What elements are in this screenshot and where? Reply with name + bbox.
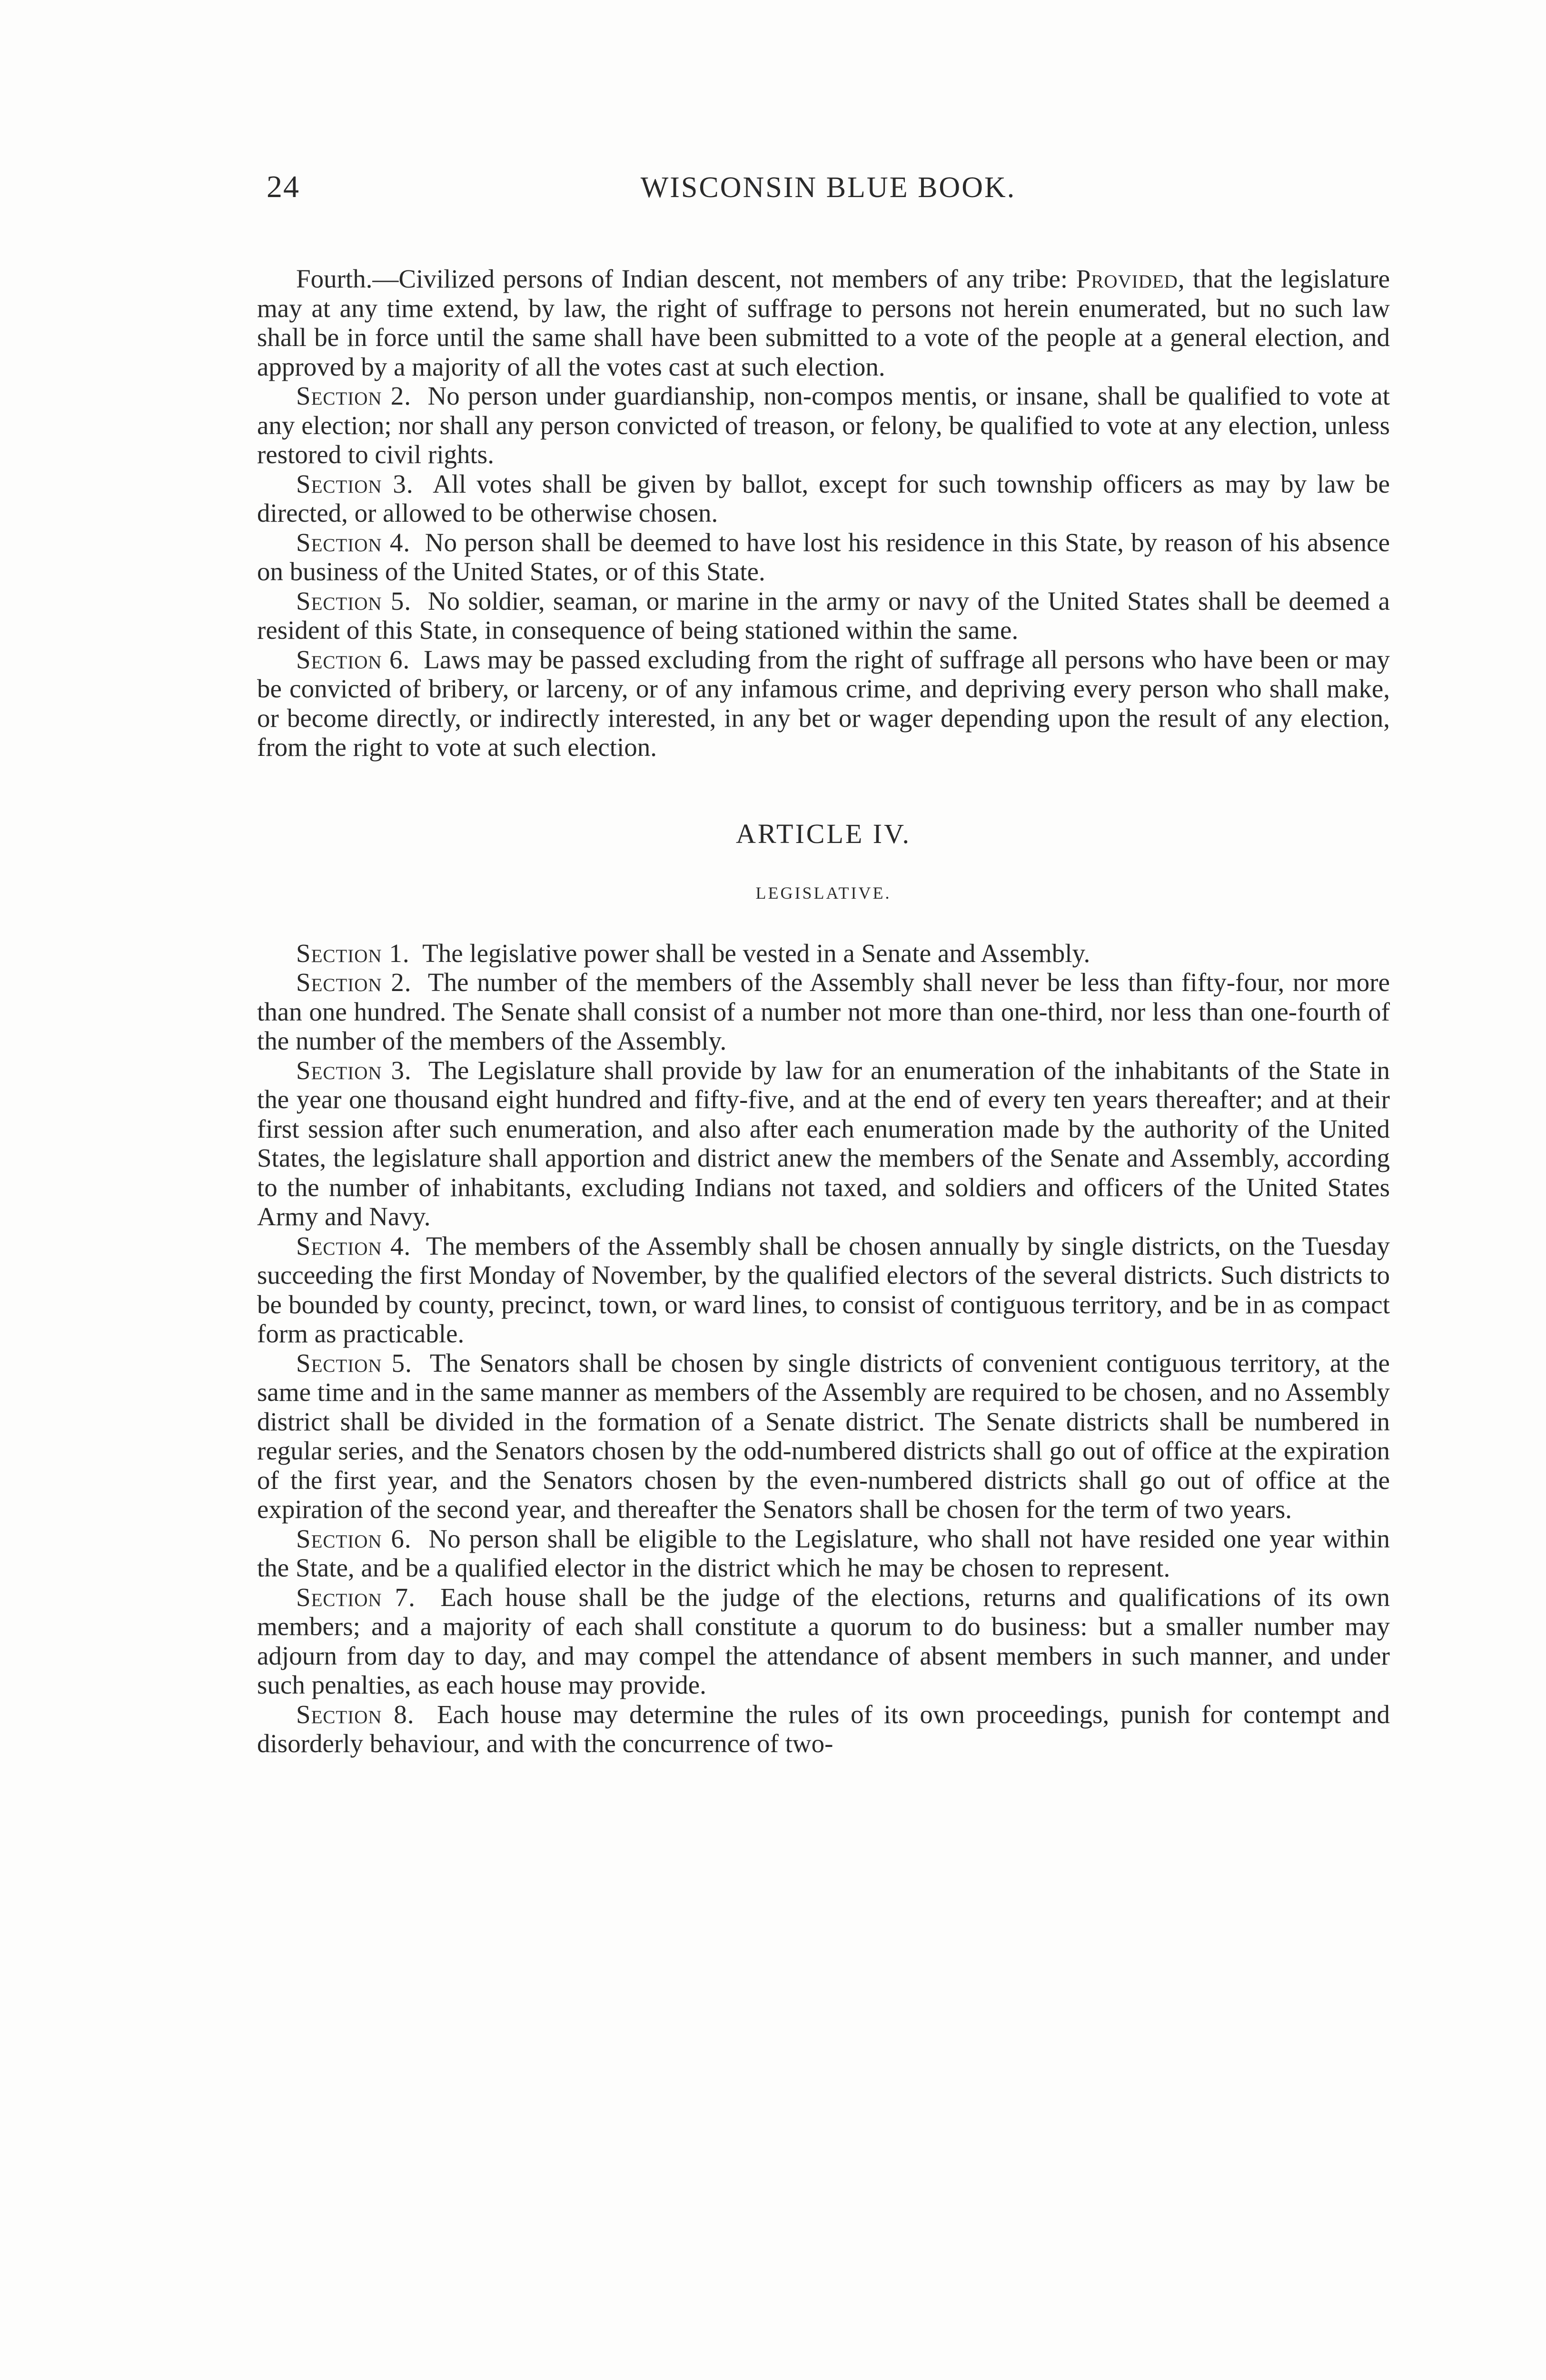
- section-paragraph: [257, 1583, 1390, 1700]
- section-paragraph: [257, 1700, 1390, 1758]
- section-paragraph: [257, 645, 1390, 762]
- page-number: 24: [267, 169, 300, 204]
- section-text: Each house shall be the judge of the elections, returns and qualifications of its own members; and a majority of each shall constitute a quorum to do business: but a smaller number may adjourn from day to day, and may compel the attendance of absent members in such manner, and under such penalties, as each house may provide.: [257, 1582, 1390, 1699]
- section-label: Section 1.: [296, 938, 410, 968]
- section-label: Section 2.: [296, 381, 412, 410]
- section-paragraph: [257, 469, 1390, 528]
- section-label: Section 2.: [296, 968, 412, 997]
- section-label: Section 3.: [296, 469, 414, 498]
- section-paragraph: [257, 1231, 1390, 1349]
- section-paragraph: [257, 1524, 1390, 1583]
- section-text: No person shall be deemed to have lost his residence in this State, by reason of his absence on business of the United States, or of this State.: [257, 527, 1390, 586]
- body-text: [257, 264, 1390, 1758]
- section-label: Section 6.: [296, 645, 410, 674]
- section-label: Section 3.: [296, 1055, 412, 1085]
- section-text: The legislative power shall be vested in a Senate and Assembly.: [422, 938, 1090, 968]
- section-paragraph: [257, 586, 1390, 645]
- section-label: Section 7.: [296, 1582, 416, 1612]
- section-paragraph: [257, 939, 1390, 968]
- section-text: All votes shall be given by ballot, except for such township officers as may by law be directed, or allowed to be otherwise chosen.: [257, 469, 1390, 527]
- book-title: WISCONSIN BLUE BOOK.: [640, 171, 1016, 204]
- section-label: Section 8.: [296, 1699, 415, 1729]
- article-heading: ARTICLE IV.: [735, 818, 912, 849]
- paragraph-fourth: [257, 264, 1390, 381]
- section-label: Section 4.: [296, 527, 411, 557]
- section-text: Each house may determine the rules of its own proceedings, punish for contempt and disorderly behaviour, and with the concurrence of two-: [257, 1699, 1390, 1758]
- section-text: No person under guardianship, non-compos mentis, or insane, shall be qualified to vote at any election; nor shall any person convicted of treason, or felony, be qualified to vote at any election, unless restored to civil rights.: [257, 381, 1390, 469]
- section-label: Section 5.: [296, 1348, 412, 1378]
- section-text: No person shall be eligible to the Legislature, who shall not have resided one year within the State, and be a qualified elector in the district which he may be chosen to represent.: [257, 1524, 1390, 1582]
- section-text: The members of the Assembly shall be chosen annually by single districts, on the Tuesday succeeding the first Monday of November, by the qualified electors of the several districts. Such districts to be bounded by county, precinct, town, or ward lines, to consist of contiguous territory, and be in as compact form as practicable.: [257, 1231, 1390, 1348]
- section-text: The number of the members of the Assembly shall never be less than fifty-four, nor more than one hundred. The Senate shall consist of a number not more than one-third, nor less than one-fourth of the number of the members of the Assembly.: [257, 968, 1390, 1055]
- section-paragraph: [257, 968, 1390, 1056]
- section-text: Laws may be passed excluding from the right of suffrage all persons who have been or may be convicted of bribery, or larceny, or of any infamous crime, and depriving every person who shall make, or become directly, or indirectly interested, in any bet or wager depending upon the result of any election, from the right to vote at such election.: [257, 645, 1390, 762]
- section-text: The Senators shall be chosen by single districts of convenient contiguous territory, at the same time and in the same manner as members of the Assembly are required to be chosen, and no Assembly district shall be divided in the formation of a Senate district. The Senate districts shall be numbered in regular series, and the Senators chosen by the odd-numbered districts shall go out of office at the expiration of the first year, and the Senators chosen by the even-numbered districts shall go out of office at the expiration of the second year, and thereafter the Senators shall be chosen for the term of two years.: [257, 1348, 1390, 1524]
- article-subheading: LEGISLATIVE.: [755, 883, 892, 902]
- running-head: [267, 169, 1390, 212]
- section-label: Section 5.: [296, 586, 412, 615]
- section-label: Section 4.: [296, 1231, 411, 1260]
- section-paragraph: [257, 1056, 1390, 1231]
- section-text: No soldier, seaman, or marine in the army or navy of the United States shall be deemed a resident of this State, in consequence of being stationed within the same.: [257, 586, 1390, 645]
- section-label: Section 6.: [296, 1524, 412, 1553]
- section-text: The Legislature shall provide by law for an enumeration of the inhabitants of the State in the year one thousand eight hundred and fifty-five, and at the end of every ten years thereafter; and at their first session after such enumeration, and also after each enumeration made by the authority of the United States, the legislature shall apportion and district anew the members of the Senate and Assembly, according to the number of inhabitants, excluding Indians not taxed, and soldiers and officers of the United States Army and Navy.: [257, 1055, 1390, 1231]
- section-paragraph: [257, 528, 1390, 586]
- section-paragraph: [257, 381, 1390, 469]
- fourth-text: , that the legislature may at any time extend, by law, the right of suffrage to persons not herein enumerated, but no such law shall be in force until the same shall have been submitted to a vote of the people at a general election, and approved by a majority of all the votes cast at such election.: [257, 264, 1390, 381]
- proviso-label: Provided: [1076, 264, 1178, 293]
- fourth-lead: Fourth.—Civilized persons of Indian descent, not members of any tribe:: [296, 264, 1076, 293]
- section-paragraph: [257, 1349, 1390, 1524]
